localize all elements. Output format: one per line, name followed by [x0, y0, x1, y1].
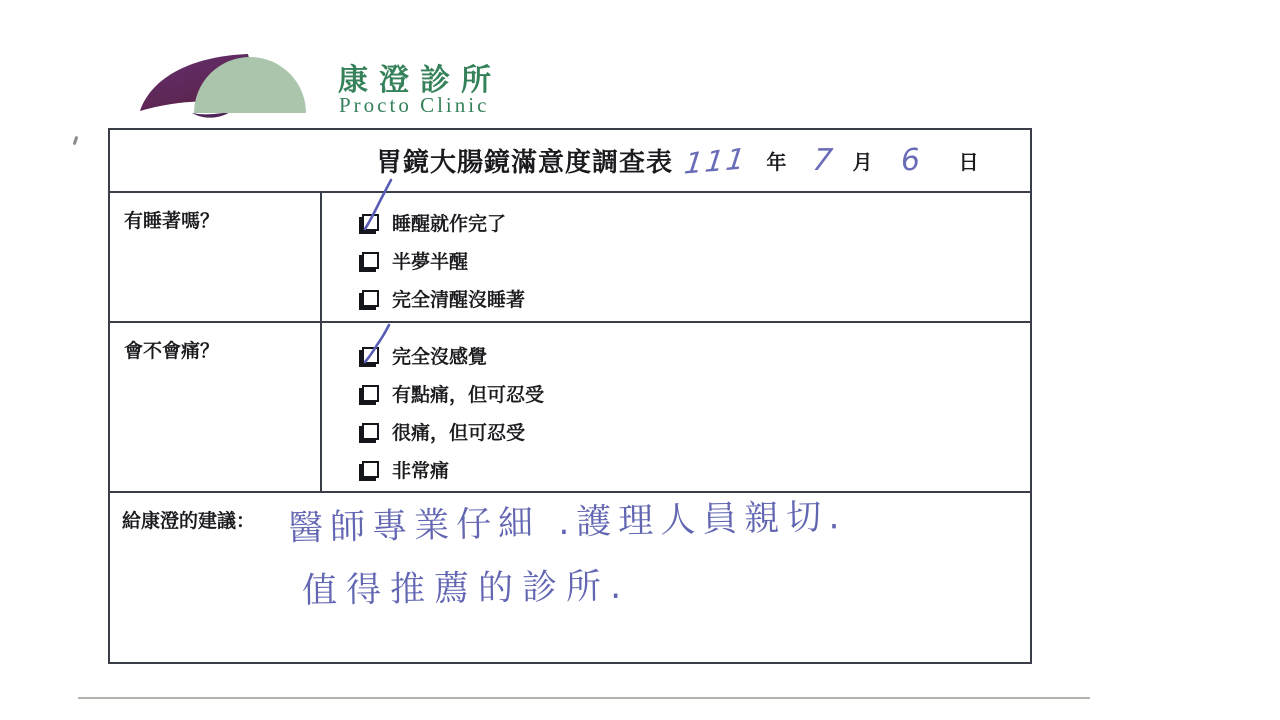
checkbox-unchecked — [362, 290, 379, 307]
month-label: 月 — [852, 152, 873, 174]
suggestion-label: 給康澄的建議： — [122, 511, 256, 532]
suggestion-row — [110, 493, 1030, 656]
option-row — [322, 203, 1030, 241]
form-title: 胃鏡大腸鏡滿意度調查表 — [376, 147, 674, 177]
checkbox-unchecked — [362, 423, 379, 440]
clinic-name-en: Procto Clinic — [339, 93, 490, 117]
handwritten-suggestion-line1: 醫師專業仔細 .護理人員親切. — [287, 497, 847, 549]
question-label-sleep: 有睡著嗎？ — [110, 193, 322, 321]
option-row — [322, 450, 1030, 488]
option-label: 非常痛 — [392, 460, 450, 482]
handwritten-suggestion-line2: 值得推薦的診所. — [301, 566, 631, 612]
checkbox-unchecked — [362, 385, 379, 402]
question-label-pain: 會不會痛？ — [110, 323, 322, 491]
option-label: 完全沒感覺 — [392, 346, 488, 368]
year-label: 年 — [766, 152, 787, 174]
option-row — [322, 241, 1030, 279]
option-label: 完全清醒沒睡著 — [392, 289, 526, 311]
survey-form-table — [108, 128, 1032, 664]
question-row-sleep — [110, 193, 1030, 323]
option-row — [322, 336, 1030, 374]
option-row — [322, 412, 1030, 450]
options-pain — [322, 323, 1030, 491]
scan-page-edge — [78, 697, 1090, 699]
handwritten-year: 111 — [682, 140, 749, 181]
clinic-name-zh: 康澄診所 — [338, 64, 502, 97]
option-label: 很痛，但可忍受 — [392, 422, 526, 444]
checkbox-unchecked — [362, 252, 379, 269]
option-row — [322, 279, 1030, 317]
question-row-pain — [110, 323, 1030, 493]
handwritten-month: 7 — [810, 143, 835, 178]
option-label: 半夢半醒 — [392, 251, 469, 273]
options-sleep — [322, 193, 1030, 321]
option-label: 有點痛，但可忍受 — [392, 384, 545, 406]
day-label: 日 — [958, 152, 979, 174]
clinic-logo — [136, 48, 314, 120]
form-title-row — [110, 130, 1030, 193]
checkbox-unchecked — [362, 461, 379, 478]
option-row — [322, 374, 1030, 412]
checkbox-checked — [362, 347, 379, 364]
option-label: 睡醒就作完了 — [392, 213, 507, 235]
handwritten-day: 6 — [900, 142, 922, 179]
checkbox-checked — [362, 214, 379, 231]
stray-pen-mark — [73, 136, 79, 145]
